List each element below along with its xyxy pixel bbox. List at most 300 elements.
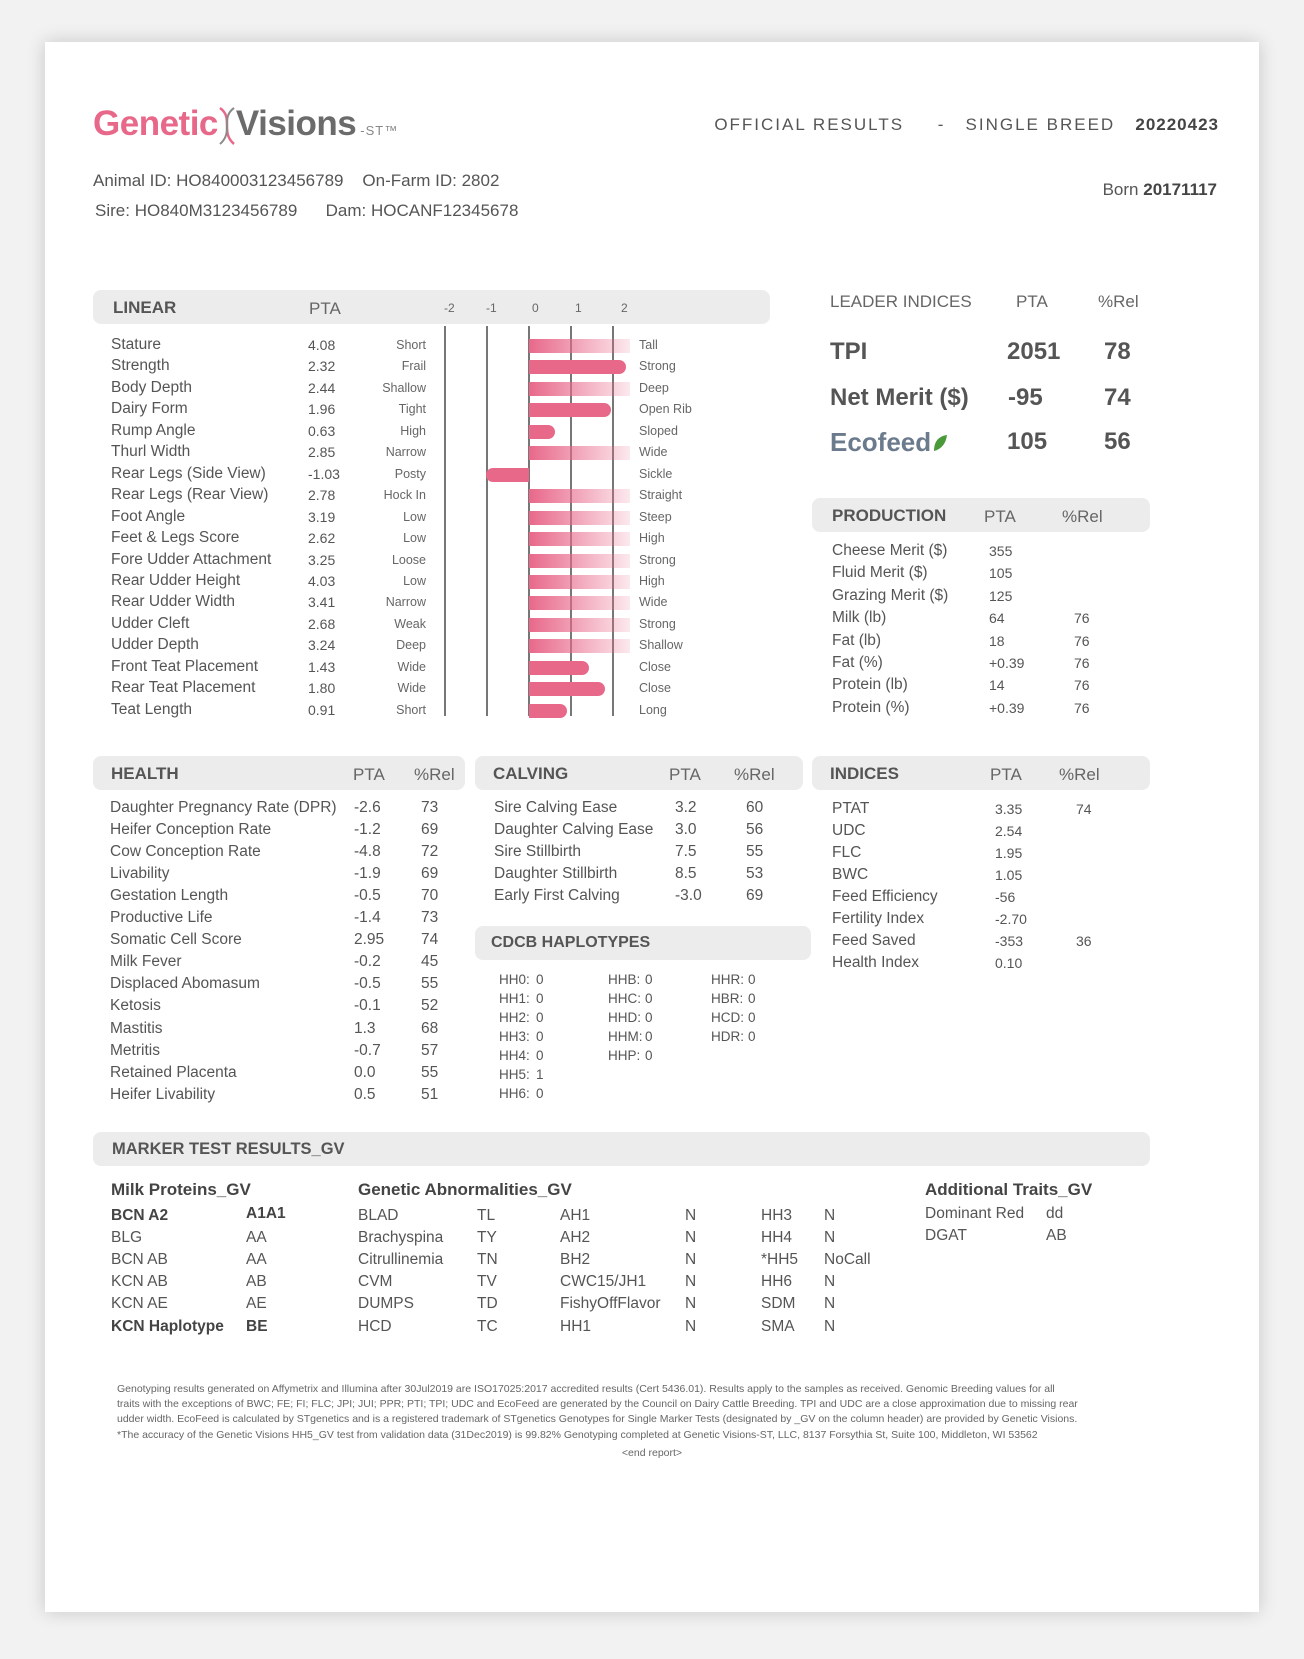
abnormality-value: N <box>685 1295 697 1313</box>
linear-high-label: Close <box>639 681 671 696</box>
health-rel: 69 <box>421 865 439 883</box>
milk-protein-value: AB <box>246 1273 267 1291</box>
linear-low-label: Narrow <box>385 445 426 460</box>
linear-bar <box>529 532 630 546</box>
linear-low-label: Loose <box>391 552 426 567</box>
title-separator: - <box>937 115 946 134</box>
linear-trait-pta: 2.32 <box>308 358 336 375</box>
additional-trait-name: DGAT <box>925 1227 967 1245</box>
haplotype-name: HH6: <box>499 1086 530 1101</box>
health-rel: 68 <box>421 1019 439 1037</box>
health-name: Somatic Cell Score <box>110 931 242 949</box>
abnormality-name: HH1 <box>560 1317 592 1335</box>
milk-protein-name: BLG <box>111 1229 143 1247</box>
additional-trait-name: Dominant Red <box>925 1205 1025 1222</box>
footer-line: Genotyping results generated on Affymetrix and Illumina after 30Jul2019 are ISO17025:2017 accredited results (Cert 5436.01). Results apply to the samples as received. Genomic Breeding values for all <box>117 1383 1055 1395</box>
haplotype-value: 0 <box>645 1048 653 1063</box>
index-pta: -56 <box>995 889 1016 906</box>
scale-tick-minus2: -2 <box>444 301 455 315</box>
footer-notes <box>117 1382 1177 1443</box>
health-pta: -0.2 <box>354 953 381 971</box>
calving-name: Sire Stillbirth <box>494 843 581 861</box>
calving-rel: 60 <box>746 799 764 816</box>
index-name: UDC <box>832 822 866 840</box>
linear-trait-name: Rump Angle <box>111 421 196 439</box>
calving-rel: 53 <box>746 865 764 883</box>
linear-bar <box>529 682 605 696</box>
linear-bar <box>529 704 567 718</box>
linear-high-label: Sickle <box>639 466 673 481</box>
haplotype-name: HH2: <box>499 1010 530 1025</box>
calving-name: Daughter Stillbirth <box>494 865 618 883</box>
abnormality-name: HH4 <box>761 1229 793 1247</box>
haplotype-value: 0 <box>536 972 544 987</box>
linear-trait-pta: 2.62 <box>308 530 336 547</box>
haplotype-value: 0 <box>536 1048 544 1063</box>
index-rel: 36 <box>1076 933 1092 950</box>
abnormality-name: HH6 <box>761 1273 793 1291</box>
health-rel: 73 <box>421 909 439 927</box>
linear-bar <box>529 360 626 374</box>
linear-high-label: Open Rib <box>639 402 692 417</box>
abnormality-name: SMA <box>761 1317 795 1335</box>
production-name: Fluid Merit ($) <box>832 564 928 582</box>
calving-rel: 69 <box>746 887 764 905</box>
linear-bar <box>529 639 630 653</box>
abnormality-name: HCD <box>358 1317 392 1335</box>
linear-trait-pta: 2.44 <box>308 379 336 396</box>
dam-id: HOCANF12345678 <box>370 201 519 220</box>
linear-bar <box>529 511 630 525</box>
abnormality-value: N <box>685 1273 697 1291</box>
net-merit-label: Net Merit ($) <box>830 384 969 411</box>
indices-rel-header: %Rel <box>1059 765 1100 784</box>
abnormality-name: CWC15/JH1 <box>560 1273 647 1291</box>
production-rel-header: %Rel <box>1062 507 1103 526</box>
born-value: 20171117 <box>1143 180 1217 199</box>
index-name: Health Index <box>832 954 920 972</box>
milk-proteins-title: Milk Proteins_GV <box>111 1180 251 1199</box>
production-rel: 76 <box>1074 655 1090 671</box>
health-name: Gestation Length <box>110 887 229 905</box>
production-pta: 125 <box>989 587 1013 604</box>
abnormality-name: Citrullinemia <box>358 1251 444 1269</box>
scale-tick-1: 1 <box>575 301 582 315</box>
linear-trait-name: Rear Teat Placement <box>111 679 256 697</box>
production-pta: 18 <box>989 632 1005 649</box>
calving-name: Sire Calving Ease <box>494 799 618 816</box>
index-pta: 1.95 <box>995 845 1023 862</box>
linear-low-label: Wide <box>397 659 426 674</box>
haplotype-value: 1 <box>536 1067 544 1082</box>
linear-bar <box>529 554 630 568</box>
health-rel: 69 <box>421 821 439 839</box>
linear-bar <box>529 596 630 610</box>
calving-pta: 7.5 <box>675 843 697 861</box>
health-rel: 74 <box>421 931 439 949</box>
production-name: Cheese Merit ($) <box>832 542 948 559</box>
index-pta: 3.35 <box>995 801 1023 817</box>
haplotype-value: 0 <box>536 991 544 1006</box>
linear-trait-pta: 4.03 <box>308 572 336 589</box>
abnormality-name: AH2 <box>560 1229 591 1247</box>
linear-bar <box>486 468 529 482</box>
linear-trait-name: Dairy Form <box>111 400 188 418</box>
animal-id-line <box>93 171 499 191</box>
health-pta: 1.3 <box>354 1019 376 1037</box>
health-name: Milk Fever <box>110 953 182 971</box>
health-name: Cow Conception Rate <box>110 843 261 861</box>
ecofeed-pta: 105 <box>1007 428 1048 455</box>
linear-trait-pta: 3.25 <box>308 551 336 568</box>
linear-low-label: Deep <box>396 638 426 653</box>
abnormality-value: N <box>685 1207 697 1224</box>
health-rel: 51 <box>421 1085 439 1103</box>
production-title: PRODUCTION <box>832 506 947 525</box>
production-pta-header: PTA <box>984 507 1016 526</box>
haplotype-name: HH5: <box>499 1067 530 1082</box>
production-rel: 76 <box>1074 699 1090 716</box>
production-name: Milk (lb) <box>832 609 887 627</box>
abnormalities-title: Genetic Abnormalities_GV <box>358 1180 572 1199</box>
haplotype-name: HHC: <box>608 991 641 1006</box>
linear-trait-pta: 2.78 <box>308 487 336 504</box>
abnormality-name: HH3 <box>761 1207 793 1224</box>
milk-protein-name: BCN A2 <box>111 1207 169 1224</box>
linear-low-label: Shallow <box>382 380 426 395</box>
health-pta-header: PTA <box>353 765 385 784</box>
tpi-label: TPI <box>830 338 868 365</box>
haplotype-value: 0 <box>748 991 756 1006</box>
linear-trait-pta: 1.96 <box>308 401 336 418</box>
health-rel: 55 <box>421 975 439 993</box>
linear-trait-name: Fore Udder Attachment <box>111 550 272 568</box>
abnormality-name: CVM <box>358 1273 393 1291</box>
dna-helix-icon <box>216 106 238 146</box>
index-pta: -2.70 <box>995 911 1027 928</box>
net-merit-pta: -95 <box>1008 384 1043 411</box>
linear-high-label: Steep <box>639 509 672 524</box>
production-header <box>812 498 1150 532</box>
production-name: Fat (lb) <box>832 631 882 649</box>
linear-trait-pta: 0.63 <box>308 422 336 439</box>
calving-pta: -3.0 <box>675 887 702 905</box>
haplotype-name: HH4: <box>499 1048 530 1063</box>
health-name: Displaced Abomasum <box>110 975 260 993</box>
health-rel: 73 <box>421 799 439 816</box>
production-name: Protein (%) <box>832 698 910 716</box>
leader-rel-header: %Rel <box>1098 292 1139 311</box>
scale-gridline <box>486 326 488 716</box>
linear-low-label: Weak <box>394 616 426 631</box>
index-name: Fertility Index <box>832 910 925 928</box>
additional-trait-value: dd <box>1046 1205 1064 1222</box>
health-name: Metritis <box>110 1041 160 1059</box>
sire-label: Sire: <box>95 201 130 220</box>
health-name: Heifer Livability <box>110 1085 216 1103</box>
production-rel: 76 <box>1074 610 1090 627</box>
production-rel: 76 <box>1074 677 1090 694</box>
health-rel-header: %Rel <box>414 765 455 784</box>
haplotype-value: 0 <box>536 1029 544 1044</box>
linear-trait-pta: 1.43 <box>308 658 336 675</box>
leader-title: LEADER INDICES <box>830 292 972 311</box>
health-name: Heifer Conception Rate <box>110 821 272 839</box>
linear-trait-pta: 2.85 <box>308 444 336 461</box>
haplotype-name: HDR: <box>711 1029 744 1044</box>
linear-bar <box>529 661 589 675</box>
calving-name: Daughter Calving Ease <box>494 821 654 839</box>
production-pta: 14 <box>989 677 1005 694</box>
tpi-pta: 2051 <box>1007 338 1061 365</box>
footer-line: udder width. EcoFeed is calculated by STgenetics and is a registered trademark of STgenetics Genotypes for Single Marker Tests (designated by _GV on the column header) are provided by Genetic Visions. <box>117 1413 1078 1426</box>
health-rel: 70 <box>421 887 439 905</box>
production-pta: +0.39 <box>989 699 1025 716</box>
farm-id: 2802 <box>461 171 500 190</box>
haplotype-value: 0 <box>536 1086 544 1101</box>
haplotype-value: 0 <box>645 991 653 1006</box>
linear-low-label: Low <box>403 531 426 546</box>
health-pta: -0.5 <box>354 887 381 905</box>
abnormality-name: FishyOffFlavor <box>560 1295 661 1313</box>
linear-bar <box>529 575 630 589</box>
abnormality-name: *HH5 <box>761 1251 799 1269</box>
linear-high-label: Strong <box>639 552 676 567</box>
report-page <box>45 42 1259 1612</box>
index-pta: 0.10 <box>995 955 1023 972</box>
health-name: Daughter Pregnancy Rate (DPR) <box>110 799 337 816</box>
footer-line: *The accuracy of the Genetic Visions HH5_GV test from validation data (31Dec2019) is 99.82% Genotyping completed at Genetic Visions-ST, LLC, 8137 Forsythia St, Suite 100, Middleton, WI 53562 <box>117 1428 1038 1441</box>
linear-low-label: Short <box>396 702 426 717</box>
linear-bar <box>529 382 630 396</box>
calving-pta: 8.5 <box>675 865 697 883</box>
footer-line: traits with the exceptions of BWC; FE; FI; FLC; JPI; JUI; PPR; PTI; TPI; UDC and EcoFeed are generated by the Council on Dairy Cattle Breeding. TPI and UDC are a close approximation due to missing rear <box>117 1398 1078 1411</box>
abnormality-value: N <box>824 1295 836 1313</box>
haplotype-name: HH3: <box>499 1029 530 1044</box>
calving-rel-header: %Rel <box>734 765 775 784</box>
logo-suffix: -ST™ <box>360 123 399 138</box>
linear-pta-header: PTA <box>309 299 341 318</box>
sire-id: HO840M3123456789 <box>134 201 298 220</box>
health-name: Ketosis <box>110 997 161 1015</box>
health-rel: 45 <box>421 953 439 971</box>
linear-low-label: Low <box>403 573 426 588</box>
haplotype-name: HH1: <box>499 991 530 1006</box>
haplotype-name: HH0: <box>499 972 530 987</box>
abnormality-value: N <box>685 1251 697 1269</box>
linear-trait-name: Teat Length <box>111 700 193 718</box>
health-pta: -4.8 <box>354 843 381 861</box>
linear-high-label: Tall <box>639 338 658 352</box>
health-rel: 57 <box>421 1041 439 1059</box>
health-name: Productive Life <box>110 909 213 927</box>
abnormality-name: AH1 <box>560 1207 591 1224</box>
milk-protein-value: BE <box>246 1317 268 1335</box>
scale-tick-minus1: -1 <box>486 301 497 315</box>
logo-word-visions: Visions <box>235 104 357 143</box>
index-pta: 1.05 <box>995 867 1023 884</box>
abnormality-value: TV <box>477 1273 497 1291</box>
health-pta: -0.5 <box>354 975 381 993</box>
report-title <box>714 115 1219 135</box>
ecofeed-label: Ecofeed <box>830 427 932 457</box>
haplotype-name: HCD: <box>711 1010 744 1025</box>
health-name: Livability <box>110 865 170 883</box>
farm-id-label: On-Farm ID: <box>362 171 457 190</box>
report-id: 20220423 <box>1135 115 1219 134</box>
calving-pta: 3.2 <box>675 799 697 816</box>
abnormality-name: DUMPS <box>358 1295 414 1313</box>
linear-trait-pta: 0.91 <box>308 701 336 718</box>
linear-high-label: Strong <box>639 616 676 631</box>
end-report: <end report> <box>621 1447 683 1459</box>
abnormality-value: N <box>824 1229 836 1247</box>
indices-header <box>812 756 1150 790</box>
index-pta: -353 <box>995 933 1024 950</box>
logo-word-genetic: Genetic <box>93 104 218 143</box>
animal-id: HO840003123456789 <box>176 171 344 190</box>
milk-protein-name: BCN AB <box>111 1251 168 1269</box>
production-pta: 355 <box>989 543 1013 559</box>
health-pta: -1.9 <box>354 865 381 883</box>
linear-trait-name: Strength <box>111 357 170 375</box>
haplotype-name: HHM: <box>608 1029 643 1044</box>
scale-tick-2: 2 <box>621 301 628 315</box>
linear-bar <box>529 446 630 460</box>
scale-gridline <box>444 326 446 716</box>
index-name: Feed Saved <box>832 932 916 950</box>
linear-high-label: High <box>639 531 665 546</box>
linear-trait-name: Rear Legs (Rear View) <box>111 486 269 504</box>
breed-label: SINGLE BREED <box>965 115 1116 134</box>
health-title: HEALTH <box>111 764 179 783</box>
haplotype-value: 0 <box>748 1029 756 1044</box>
index-name: Feed Efficiency <box>832 888 938 906</box>
index-rel: 74 <box>1076 801 1092 817</box>
health-header <box>93 756 465 790</box>
haplotype-name: HHB: <box>608 972 641 987</box>
linear-header <box>93 290 770 324</box>
milk-protein-name: KCN AE <box>111 1295 168 1313</box>
linear-title: LINEAR <box>113 298 177 317</box>
calving-pta-header: PTA <box>669 765 701 784</box>
haplotype-value: 0 <box>645 1010 653 1025</box>
linear-low-label: Wide <box>397 681 426 696</box>
production-rel: 76 <box>1074 632 1090 649</box>
linear-trait-pta: 3.41 <box>308 594 336 611</box>
abnormality-value: N <box>824 1273 836 1291</box>
production-pta: +0.39 <box>989 655 1025 671</box>
calving-name: Early First Calving <box>494 887 620 905</box>
markers-header <box>93 1132 1150 1166</box>
health-rel: 72 <box>421 843 439 861</box>
indices-title: INDICES <box>830 764 899 783</box>
leaf-icon <box>932 434 948 452</box>
linear-trait-name: Thurl Width <box>111 443 191 461</box>
net-merit-rel: 74 <box>1104 384 1131 411</box>
abnormality-value: TL <box>477 1207 496 1224</box>
linear-trait-pta: -1.03 <box>308 465 340 482</box>
linear-low-label: Hock In <box>383 488 426 503</box>
health-pta: -1.4 <box>354 909 381 927</box>
linear-low-label: High <box>400 423 426 438</box>
linear-trait-pta: 3.24 <box>308 637 336 654</box>
linear-low-label: Short <box>396 338 426 352</box>
markers-title: MARKER TEST RESULTS_GV <box>112 1140 345 1158</box>
index-name: FLC <box>832 844 862 862</box>
linear-bar <box>529 339 630 353</box>
health-name: Mastitis <box>110 1019 163 1037</box>
health-pta: -0.1 <box>354 997 381 1015</box>
linear-high-label: Sloped <box>639 423 678 438</box>
linear-trait-name: Body Depth <box>111 378 192 396</box>
ecofeed-rel: 56 <box>1104 428 1131 455</box>
health-pta: -1.2 <box>354 821 381 839</box>
born-label: Born <box>1102 180 1139 199</box>
milk-protein-name: KCN AB <box>111 1273 168 1291</box>
calving-rel: 56 <box>746 821 764 839</box>
production-name: Protein (lb) <box>832 676 908 694</box>
haplotype-value: 0 <box>536 1010 544 1025</box>
health-rel: 55 <box>421 1063 439 1081</box>
animal-id-label: Animal ID: <box>93 171 172 190</box>
production-name: Grazing Merit ($) <box>832 586 949 604</box>
production-pta: 105 <box>989 565 1013 582</box>
linear-trait-pta: 2.68 <box>308 615 336 632</box>
abnormality-value: NoCall <box>824 1251 871 1269</box>
linear-trait-name: Stature <box>111 336 161 353</box>
milk-protein-name: KCN Haplotype <box>111 1317 224 1335</box>
calving-pta: 3.0 <box>675 821 697 839</box>
linear-bar <box>529 403 611 417</box>
logo <box>93 104 398 146</box>
haplotypes-title: CDCB HAPLOTYPES <box>491 934 651 951</box>
tpi-rel: 78 <box>1104 338 1131 365</box>
born-date <box>1103 180 1217 200</box>
additional-trait-value: AB <box>1046 1227 1067 1245</box>
abnormality-name: SDM <box>761 1295 796 1313</box>
linear-trait-name: Udder Cleft <box>111 614 190 632</box>
calving-rel: 55 <box>746 843 764 861</box>
linear-trait-name: Feet & Legs Score <box>111 529 240 547</box>
linear-trait-name: Rear Udder Height <box>111 571 241 589</box>
calving-title: CALVING <box>493 764 569 783</box>
index-name: BWC <box>832 866 869 884</box>
haplotype-value: 0 <box>645 972 653 987</box>
linear-low-label: Frail <box>401 359 426 374</box>
abnormality-value: N <box>824 1207 836 1224</box>
linear-bar <box>529 618 630 632</box>
abnormality-value: N <box>824 1317 836 1335</box>
haplotype-name: HBR: <box>711 991 744 1006</box>
haplotype-name: HHD: <box>608 1010 641 1025</box>
index-pta: 2.54 <box>995 823 1023 840</box>
linear-bar <box>529 489 630 503</box>
haplotypes-header <box>475 926 811 960</box>
abnormality-name: BLAD <box>358 1207 399 1224</box>
health-rel: 52 <box>421 997 439 1015</box>
abnormality-value: TN <box>477 1251 498 1269</box>
linear-high-label: Wide <box>639 595 668 610</box>
linear-trait-name: Rear Udder Width <box>111 593 236 611</box>
linear-low-label: Low <box>403 509 426 524</box>
linear-low-label: Narrow <box>385 595 426 610</box>
milk-protein-value: AA <box>246 1251 267 1269</box>
milk-protein-value: AA <box>246 1229 267 1247</box>
abnormality-value: N <box>685 1229 697 1247</box>
linear-high-label: Shallow <box>639 638 683 653</box>
linear-low-label: Posty <box>394 466 426 481</box>
